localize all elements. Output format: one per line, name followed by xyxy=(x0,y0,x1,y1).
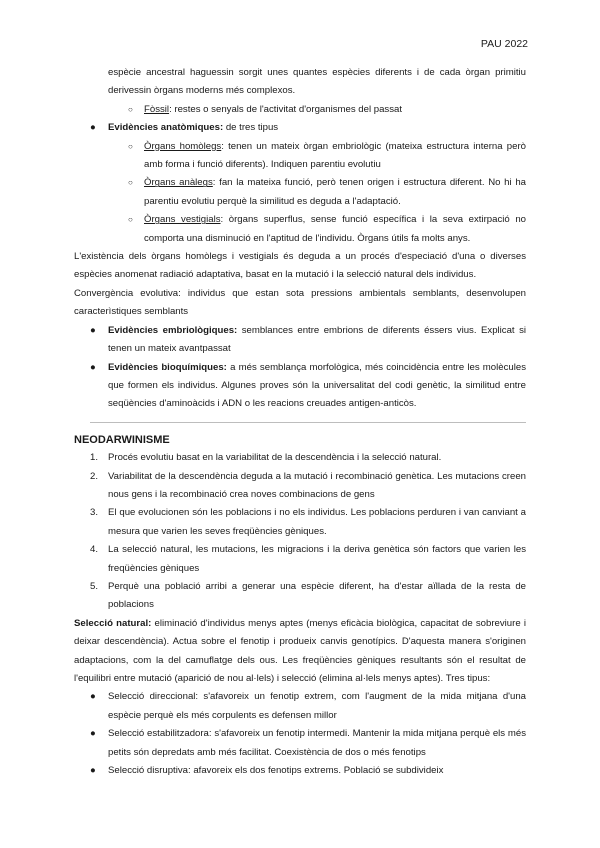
list-number: 5. xyxy=(90,580,99,592)
neodarwinism-list xyxy=(74,449,526,615)
bullet-icon: ● xyxy=(90,324,96,336)
fossil-item xyxy=(74,101,526,119)
convergence-paragraph: Convergència evolutiva: individus que estan sota pressions ambientals semblants, desenvolupen caracterìstiques semblants xyxy=(74,287,526,318)
fossil-term: Fòssil xyxy=(144,103,170,115)
list-number: 3. xyxy=(90,507,99,519)
natural-selection-paragraph xyxy=(74,615,526,689)
anatomical-text: de tres tipus xyxy=(223,122,279,134)
organ-term: Òrgans anàlegs xyxy=(144,177,213,189)
selection-type-item xyxy=(74,725,526,762)
selection-type-text: Selecció disruptiva: afavoreix els dos fenotips extrems. Població se subdivideix xyxy=(108,765,444,777)
organ-item xyxy=(74,211,526,248)
section-divider xyxy=(90,422,526,423)
bullet-icon: ● xyxy=(90,765,96,777)
selection-type-text: Selecció estabilitzadora: s'afavoreix un fenotip intermedi. Mantenir la mida mitjana perquè els més petits són depredats amb més facilitat. Coexistència de dos o més fenotips xyxy=(108,728,526,758)
list-item xyxy=(74,578,526,615)
organ-term: Òrgans vestigials xyxy=(144,214,221,226)
embryological-text: semblances entre embrions de diferents éssers vius. Explicat si tenen un mateix avantpassat xyxy=(108,324,526,355)
selection-type-text: Selecció direccional: s'afavoreix un fenotip extrem, com l'augment de la mida mitjana d'una espècie perquè els més corpulents es defensen millor xyxy=(108,691,526,721)
embryological-title: Evidències embriològiques: xyxy=(108,324,238,336)
adaptive-radiation-paragraph: L'existència dels òrgans homòlegs i vestigials és deguda a un procés d'especiació d'una o diverses espècies anomenat radiació adaptativa, basat en la mutació i la selecció natural dels individus. xyxy=(74,251,526,281)
circle-bullet-icon: ○ xyxy=(128,215,133,225)
circle-bullet-icon: ○ xyxy=(128,178,133,188)
biochemical-text: a més semblança morfològica, més coincidència entre les molècules que formen els individus. Algunes proves són la universalitat del codi genètic, la similitud entre seqüències d'aminoàcids i ADN o les reacions creuades antigen-anticòs. xyxy=(108,361,527,410)
fossil-text: : restes o senyals de l'activitat d'organismes del passat xyxy=(169,103,403,115)
list-item xyxy=(74,504,526,541)
organ-item xyxy=(74,138,526,175)
organ-item xyxy=(74,174,526,211)
bullet-icon: ● xyxy=(90,361,96,373)
continued-paragraph: espècie ancestral haguessin sorgit unes quantes espècies diferents i de cada òrgan primitiu derivessin òrgans moderns més complexos. xyxy=(108,67,526,97)
bullet-icon: ● xyxy=(90,728,96,740)
circle-bullet-icon: ○ xyxy=(128,141,133,151)
organ-text: : tenen un mateix òrgan embriològic (mateixa estructura interna però amb forma i funció diferents). Indiquen parentiu evolutiu xyxy=(144,140,526,171)
circle-bullet-icon: ○ xyxy=(128,104,133,114)
organ-term: Òrgans homòlegs xyxy=(144,140,222,152)
anatomical-title: Evidències anatòmiques: xyxy=(108,122,224,134)
section-heading: NEODARWINISME xyxy=(74,433,170,446)
biochemical-evidence-item xyxy=(74,359,526,414)
selection-type-item xyxy=(74,762,526,780)
page-header: PAU 2022 xyxy=(480,38,528,50)
list-item xyxy=(74,468,526,505)
list-text: Variabilitat de la descendència deguda a la mutació i recombinació genètica. Les mutacions creen nous gens i la recombinació crea noves combinacions de gens xyxy=(108,470,526,500)
list-item xyxy=(74,541,526,578)
bullet-icon: ● xyxy=(90,122,96,134)
biochemical-title: Evidències bioquímiques: xyxy=(108,361,227,373)
organ-text: : òrgans superflus, sense funció específica i la seva extirpació no comporta una disminució en l'aptitud de l'individu. Òrgans útils fa molts anys. xyxy=(144,214,526,244)
list-text: La selecció natural, les mutacions, les migracions i la deriva genètica són factors que varien les freqüències gèniques xyxy=(108,544,526,574)
bullet-icon: ● xyxy=(90,691,96,703)
selection-type-item xyxy=(74,688,526,725)
list-item xyxy=(74,449,526,467)
list-text: El que evolucionen són les poblacions i no els individus. Les poblacions perduren i van canviant a mesura que varien les seves freqüències gèniques. xyxy=(108,507,526,537)
page-content xyxy=(74,64,526,780)
list-number: 1. xyxy=(90,452,99,464)
anatomical-evidence-item xyxy=(74,119,526,137)
embryological-evidence-item xyxy=(74,322,526,359)
natural-selection-text: eliminació d'individus menys aptes (menys eficàcia biològica, capacitat de sobreviure i deixar descendència). Actua sobre el fenotip i produeix canvis genotípics. D'aquesta manera s'originen adaptacions, com la del camuflatge dels ous. Les freqüències gèniques resultants són el resultat de l'equilibri entre mutació (aparició de nou al·lels) i selecció (elimina al·lels menys aptes). Tres tipus: xyxy=(74,617,526,684)
natural-selection-title: Selecció natural: xyxy=(74,617,152,629)
list-text: Perquè una població arribi a generar una espècie diferent, ha d'estar aïllada de la resta de poblacions xyxy=(108,580,526,611)
list-text: Procés evolutiu basat en la variabilitat de la descendència i la selecció natural. xyxy=(108,452,442,464)
list-number: 2. xyxy=(90,470,99,482)
list-number: 4. xyxy=(90,544,99,556)
organ-text: : fan la mateixa funció, però tenen origen i estructura diferent. No hi ha parentiu evolutiu perquè la similitud es deguda a l'adaptació. xyxy=(144,177,527,207)
